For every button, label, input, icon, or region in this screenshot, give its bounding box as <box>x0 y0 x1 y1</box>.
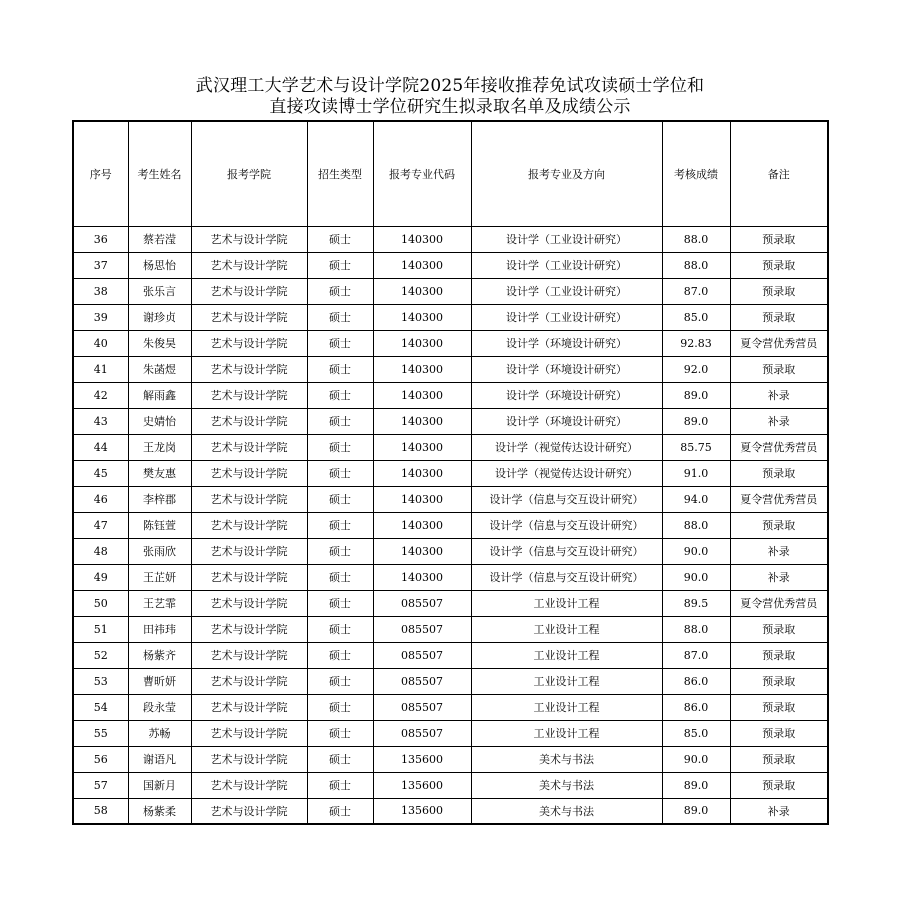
cell-name: 国新月 <box>128 772 191 798</box>
cell-college: 艺术与设计学院 <box>191 564 307 590</box>
cell-name: 张雨欣 <box>128 538 191 564</box>
cell-major-code: 085507 <box>373 616 471 642</box>
header-college: 报考学院 <box>191 121 307 226</box>
cell-index: 57 <box>73 772 128 798</box>
table-row <box>73 278 828 304</box>
cell-college: 艺术与设计学院 <box>191 720 307 746</box>
cell-type: 硕士 <box>307 382 373 408</box>
cell-name: 谢珍贞 <box>128 304 191 330</box>
cell-type: 硕士 <box>307 746 373 772</box>
cell-index: 49 <box>73 564 128 590</box>
cell-index: 56 <box>73 746 128 772</box>
cell-name: 王芷妍 <box>128 564 191 590</box>
cell-major-code: 135600 <box>373 746 471 772</box>
cell-major-code: 140300 <box>373 356 471 382</box>
cell-score: 92.83 <box>662 330 730 356</box>
header-type: 招生类型 <box>307 121 373 226</box>
cell-index: 36 <box>73 226 128 252</box>
table-row <box>73 226 828 252</box>
table-row <box>73 798 828 824</box>
cell-type: 硕士 <box>307 564 373 590</box>
cell-major-direction: 工业设计工程 <box>471 720 662 746</box>
cell-score: 87.0 <box>662 642 730 668</box>
header-major-code: 报考专业代码 <box>373 121 471 226</box>
cell-type: 硕士 <box>307 772 373 798</box>
cell-major-direction: 设计学（信息与交互设计研究） <box>471 538 662 564</box>
table-row <box>73 460 828 486</box>
cell-index: 37 <box>73 252 128 278</box>
cell-score: 91.0 <box>662 460 730 486</box>
cell-major-code: 140300 <box>373 278 471 304</box>
cell-major-direction: 设计学（信息与交互设计研究） <box>471 564 662 590</box>
cell-score: 85.0 <box>662 720 730 746</box>
cell-college: 艺术与设计学院 <box>191 694 307 720</box>
table-header-row <box>73 121 828 226</box>
cell-index: 48 <box>73 538 128 564</box>
cell-remark: 预录取 <box>730 278 828 304</box>
document-title-line2: 直接攻读博士学位研究生拟录取名单及成绩公示 <box>269 97 631 117</box>
cell-major-direction: 设计学（环境设计研究） <box>471 382 662 408</box>
cell-index: 44 <box>73 434 128 460</box>
table-row <box>73 694 828 720</box>
header-score: 考核成绩 <box>662 121 730 226</box>
table-row <box>73 304 828 330</box>
cell-name: 王艺霏 <box>128 590 191 616</box>
cell-major-direction: 设计学（视觉传达设计研究） <box>471 434 662 460</box>
cell-index: 42 <box>73 382 128 408</box>
cell-college: 艺术与设计学院 <box>191 590 307 616</box>
cell-type: 硕士 <box>307 694 373 720</box>
cell-college: 艺术与设计学院 <box>191 798 307 824</box>
cell-major-direction: 设计学（信息与交互设计研究） <box>471 512 662 538</box>
cell-score: 88.0 <box>662 616 730 642</box>
cell-score: 90.0 <box>662 564 730 590</box>
cell-index: 52 <box>73 642 128 668</box>
cell-remark: 夏令营优秀营员 <box>730 330 828 356</box>
table-row <box>73 746 828 772</box>
cell-index: 43 <box>73 408 128 434</box>
cell-score: 86.0 <box>662 694 730 720</box>
cell-type: 硕士 <box>307 304 373 330</box>
cell-college: 艺术与设计学院 <box>191 642 307 668</box>
table-body <box>73 226 828 824</box>
cell-remark: 补录 <box>730 564 828 590</box>
cell-major-code: 140300 <box>373 226 471 252</box>
cell-index: 53 <box>73 668 128 694</box>
cell-name: 张乐言 <box>128 278 191 304</box>
cell-remark: 夏令营优秀营员 <box>730 434 828 460</box>
cell-type: 硕士 <box>307 226 373 252</box>
cell-major-code: 140300 <box>373 304 471 330</box>
cell-index: 55 <box>73 720 128 746</box>
cell-remark: 夏令营优秀营员 <box>730 590 828 616</box>
cell-score: 87.0 <box>662 278 730 304</box>
cell-major-direction: 美术与书法 <box>471 798 662 824</box>
cell-score: 89.0 <box>662 382 730 408</box>
table-row <box>73 356 828 382</box>
cell-major-code: 085507 <box>373 694 471 720</box>
cell-major-code: 140300 <box>373 460 471 486</box>
cell-type: 硕士 <box>307 460 373 486</box>
cell-name: 段永莹 <box>128 694 191 720</box>
cell-index: 38 <box>73 278 128 304</box>
cell-major-code: 140300 <box>373 434 471 460</box>
cell-remark: 预录取 <box>730 616 828 642</box>
cell-major-code: 085507 <box>373 590 471 616</box>
cell-name: 蔡若滢 <box>128 226 191 252</box>
cell-major-direction: 设计学（工业设计研究） <box>471 226 662 252</box>
cell-major-code: 140300 <box>373 252 471 278</box>
table-row <box>73 382 828 408</box>
cell-name: 王龙岗 <box>128 434 191 460</box>
cell-index: 40 <box>73 330 128 356</box>
cell-name: 曹昕妍 <box>128 668 191 694</box>
cell-name: 田祎玮 <box>128 616 191 642</box>
cell-type: 硕士 <box>307 538 373 564</box>
table-row <box>73 642 828 668</box>
cell-major-direction: 设计学（工业设计研究） <box>471 252 662 278</box>
table-row <box>73 564 828 590</box>
cell-major-code: 085507 <box>373 720 471 746</box>
cell-type: 硕士 <box>307 642 373 668</box>
cell-major-code: 135600 <box>373 798 471 824</box>
cell-major-code: 140300 <box>373 538 471 564</box>
cell-score: 90.0 <box>662 746 730 772</box>
cell-major-code: 140300 <box>373 382 471 408</box>
cell-major-direction: 设计学（信息与交互设计研究） <box>471 486 662 512</box>
cell-index: 41 <box>73 356 128 382</box>
cell-major-code: 140300 <box>373 564 471 590</box>
cell-remark: 预录取 <box>730 642 828 668</box>
cell-type: 硕士 <box>307 434 373 460</box>
document-title-line1: 武汉理工大学艺术与设计学院2025年接收推荐免试攻读硕士学位和 <box>195 76 705 96</box>
cell-major-direction: 设计学（工业设计研究） <box>471 278 662 304</box>
cell-name: 解雨鑫 <box>128 382 191 408</box>
cell-remark: 补录 <box>730 538 828 564</box>
cell-college: 艺术与设计学院 <box>191 252 307 278</box>
cell-college: 艺术与设计学院 <box>191 460 307 486</box>
cell-type: 硕士 <box>307 590 373 616</box>
cell-remark: 预录取 <box>730 356 828 382</box>
cell-major-direction: 工业设计工程 <box>471 694 662 720</box>
cell-score: 89.0 <box>662 772 730 798</box>
cell-remark: 预录取 <box>730 668 828 694</box>
cell-major-code: 085507 <box>373 642 471 668</box>
cell-type: 硕士 <box>307 356 373 382</box>
cell-major-direction: 设计学（环境设计研究） <box>471 408 662 434</box>
cell-remark: 预录取 <box>730 252 828 278</box>
cell-index: 58 <box>73 798 128 824</box>
cell-score: 85.75 <box>662 434 730 460</box>
cell-name: 陈钰萱 <box>128 512 191 538</box>
table-row <box>73 408 828 434</box>
cell-major-direction: 工业设计工程 <box>471 642 662 668</box>
admission-table <box>72 120 829 825</box>
cell-major-direction: 设计学（视觉传达设计研究） <box>471 460 662 486</box>
cell-name: 李梓郡 <box>128 486 191 512</box>
cell-score: 94.0 <box>662 486 730 512</box>
cell-remark: 预录取 <box>730 460 828 486</box>
cell-name: 杨紫柔 <box>128 798 191 824</box>
cell-major-code: 085507 <box>373 668 471 694</box>
cell-college: 艺术与设计学院 <box>191 512 307 538</box>
cell-type: 硕士 <box>307 616 373 642</box>
cell-name: 樊友惠 <box>128 460 191 486</box>
cell-remark: 预录取 <box>730 720 828 746</box>
cell-major-code: 140300 <box>373 408 471 434</box>
cell-score: 85.0 <box>662 304 730 330</box>
cell-remark: 预录取 <box>730 226 828 252</box>
cell-name: 史婧怡 <box>128 408 191 434</box>
cell-college: 艺术与设计学院 <box>191 746 307 772</box>
cell-type: 硕士 <box>307 278 373 304</box>
cell-college: 艺术与设计学院 <box>191 304 307 330</box>
cell-college: 艺术与设计学院 <box>191 668 307 694</box>
cell-type: 硕士 <box>307 252 373 278</box>
cell-name: 杨紫齐 <box>128 642 191 668</box>
cell-name: 苏畅 <box>128 720 191 746</box>
cell-college: 艺术与设计学院 <box>191 278 307 304</box>
table-row <box>73 512 828 538</box>
table-row <box>73 434 828 460</box>
cell-major-direction: 设计学（环境设计研究） <box>471 330 662 356</box>
cell-remark: 预录取 <box>730 772 828 798</box>
cell-score: 88.0 <box>662 512 730 538</box>
cell-type: 硕士 <box>307 668 373 694</box>
cell-major-code: 140300 <box>373 512 471 538</box>
cell-remark: 预录取 <box>730 304 828 330</box>
cell-name: 朱菡煜 <box>128 356 191 382</box>
table-row <box>73 616 828 642</box>
cell-score: 88.0 <box>662 226 730 252</box>
cell-college: 艺术与设计学院 <box>191 538 307 564</box>
table-row <box>73 252 828 278</box>
cell-name: 杨思怡 <box>128 252 191 278</box>
cell-major-code: 140300 <box>373 486 471 512</box>
cell-index: 45 <box>73 460 128 486</box>
cell-major-direction: 工业设计工程 <box>471 668 662 694</box>
cell-college: 艺术与设计学院 <box>191 408 307 434</box>
cell-college: 艺术与设计学院 <box>191 616 307 642</box>
cell-remark: 补录 <box>730 408 828 434</box>
cell-college: 艺术与设计学院 <box>191 772 307 798</box>
cell-index: 51 <box>73 616 128 642</box>
header-remark: 备注 <box>730 121 828 226</box>
cell-type: 硕士 <box>307 486 373 512</box>
cell-type: 硕士 <box>307 512 373 538</box>
table-row <box>73 668 828 694</box>
cell-score: 86.0 <box>662 668 730 694</box>
table-row <box>73 486 828 512</box>
cell-major-direction: 工业设计工程 <box>471 616 662 642</box>
cell-score: 89.0 <box>662 798 730 824</box>
cell-college: 艺术与设计学院 <box>191 486 307 512</box>
cell-remark: 夏令营优秀营员 <box>730 486 828 512</box>
cell-type: 硕士 <box>307 720 373 746</box>
cell-college: 艺术与设计学院 <box>191 226 307 252</box>
cell-index: 39 <box>73 304 128 330</box>
cell-college: 艺术与设计学院 <box>191 356 307 382</box>
cell-type: 硕士 <box>307 798 373 824</box>
cell-index: 54 <box>73 694 128 720</box>
header-index: 序号 <box>73 121 128 226</box>
cell-remark: 补录 <box>730 382 828 408</box>
cell-major-direction: 美术与书法 <box>471 772 662 798</box>
cell-remark: 预录取 <box>730 512 828 538</box>
cell-score: 88.0 <box>662 252 730 278</box>
cell-score: 92.0 <box>662 356 730 382</box>
table-row <box>73 772 828 798</box>
cell-name: 谢语凡 <box>128 746 191 772</box>
cell-index: 47 <box>73 512 128 538</box>
table-row <box>73 538 828 564</box>
cell-score: 90.0 <box>662 538 730 564</box>
cell-major-code: 140300 <box>373 330 471 356</box>
cell-remark: 预录取 <box>730 746 828 772</box>
cell-college: 艺术与设计学院 <box>191 330 307 356</box>
header-major-direction: 报考专业及方向 <box>471 121 662 226</box>
cell-index: 46 <box>73 486 128 512</box>
cell-remark: 预录取 <box>730 694 828 720</box>
cell-remark: 补录 <box>730 798 828 824</box>
cell-type: 硕士 <box>307 408 373 434</box>
cell-type: 硕士 <box>307 330 373 356</box>
table-row <box>73 720 828 746</box>
cell-major-direction: 工业设计工程 <box>471 590 662 616</box>
cell-score: 89.5 <box>662 590 730 616</box>
cell-college: 艺术与设计学院 <box>191 434 307 460</box>
cell-major-code: 135600 <box>373 772 471 798</box>
table-row <box>73 590 828 616</box>
cell-college: 艺术与设计学院 <box>191 382 307 408</box>
header-name: 考生姓名 <box>128 121 191 226</box>
cell-index: 50 <box>73 590 128 616</box>
cell-score: 89.0 <box>662 408 730 434</box>
cell-major-direction: 设计学（环境设计研究） <box>471 356 662 382</box>
cell-major-direction: 设计学（工业设计研究） <box>471 304 662 330</box>
cell-major-direction: 美术与书法 <box>471 746 662 772</box>
table-row <box>73 330 828 356</box>
cell-name: 朱俊昊 <box>128 330 191 356</box>
